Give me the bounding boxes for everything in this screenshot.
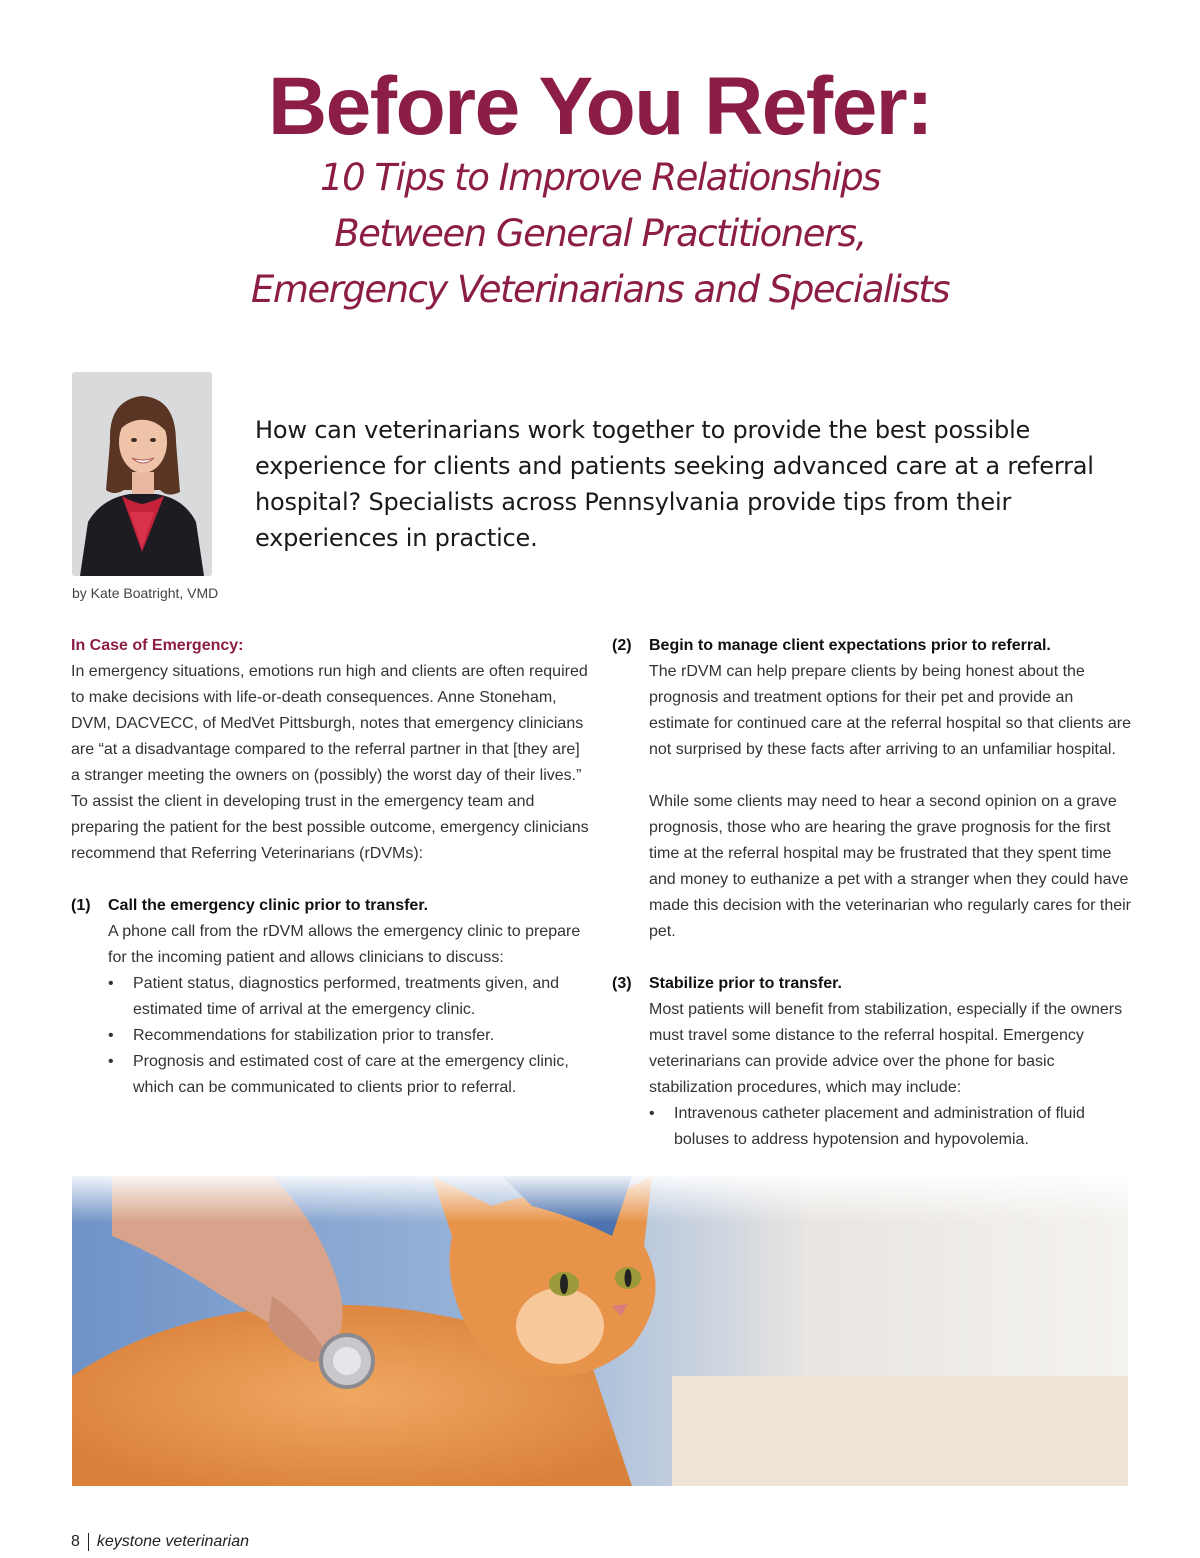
emergency-paragraph: In emergency situations, emotions run high and clients are often required to make decisions with life-or-death consequences. Anne Stoneham, DVM, DACVECC, of MedVet Pittsburgh, notes that emergency clinicians are “at a disadvantage compared to the referral partner in that [they are] a stranger meeting the owners on (possibly) the worst day of their lives.” To assist the client in developing trust in the emergency team and preparing the patient for the best possible outcome, emergency clinicians recommend that Referring Veterinarians (rDVMs):: [71, 663, 589, 862]
tip-3-bullets: [612, 1101, 1137, 1153]
tip-3-number: (3): [612, 975, 632, 992]
cat-exam-photo: [72, 1176, 1128, 1486]
tip-1-heading: [71, 893, 591, 919]
section-heading-emergency: In Case of Emergency:: [71, 637, 244, 654]
subtitle-line-2: Between General Practitioners,: [334, 212, 866, 255]
subtitle-line-3: Emergency Veterinarians and Specialists: [250, 268, 950, 311]
list-item: • Recommendations for stabilization prior to transfer.: [108, 1023, 591, 1049]
list-item: • Prognosis and estimated cost of care at the emergency clinic, which can be communicated to clients prior to referral.: [108, 1049, 591, 1101]
left-column: [71, 633, 591, 1101]
tip-2-body-1: The rDVM can help prepare clients by being honest about the prognosis and treatment options for their pet and provide an estimate for continued care at the referral hospital so that clients are not surprised by these facts after arriving to an unfamiliar hospital.: [649, 663, 1132, 758]
list-item: • Intravenous catheter placement and administration of fluid boluses to address hypotension and hypovolemia.: [649, 1101, 1137, 1153]
page-number: 8: [71, 1533, 80, 1550]
tip-2-heading: [612, 633, 1137, 659]
tip-2-number: (2): [612, 637, 632, 654]
author-portrait: [72, 372, 212, 576]
author-byline: by Kate Boatright, VMD: [72, 585, 219, 601]
list-item: • Patient status, diagnostics performed, treatments given, and estimated time of arrival at the emergency clinic.: [108, 971, 591, 1023]
tip-3-body: Most patients will benefit from stabilization, especially if the owners must travel some distance to the referral hospital. Emergency veterinarians can provide advice over the phone for basic stabilization procedures, which may include:: [649, 1001, 1123, 1096]
tip-2-body-2: While some clients may need to hear a second opinion on a grave prognosis, those who are hearing the grave prognosis for the first time at the referral hospital may be frustrated that they spent time and money to euthanize a pet with a stranger when they could have made this decision with the veterinarian who regularly cares for their pet.: [649, 793, 1132, 940]
tip-1-number: (1): [71, 897, 91, 914]
right-column: [612, 633, 1137, 1153]
article-subtitle: [0, 150, 1200, 318]
tip-1-bullets: [71, 971, 591, 1101]
publication-name: keystone veterinarian: [96, 1533, 249, 1550]
tip-1-title: Call the emergency clinic prior to transfer.: [108, 897, 429, 914]
tip-1-body: A phone call from the rDVM allows the emergency clinic to prepare for the incoming patient and allows clinicians to discuss:: [108, 923, 581, 966]
intro-text: How can veterinarians work together to provide the best possible experience for clients and patients seeking advanced care at a referral hospital? Specialists across Pennsylvania provide tips from their experiences in practice.: [255, 416, 1094, 552]
article-title: Before You Refer:: [267, 61, 933, 152]
tip-3-heading: [612, 971, 1137, 997]
footer-divider: [88, 1533, 89, 1551]
subtitle-line-1: 10 Tips to Improve Relationships: [320, 156, 880, 199]
tip-3-title: Stabilize prior to transfer.: [649, 975, 842, 992]
page-footer: [71, 1533, 249, 1551]
tip-2-title: Begin to manage client expectations prior to referral.: [649, 637, 1051, 654]
